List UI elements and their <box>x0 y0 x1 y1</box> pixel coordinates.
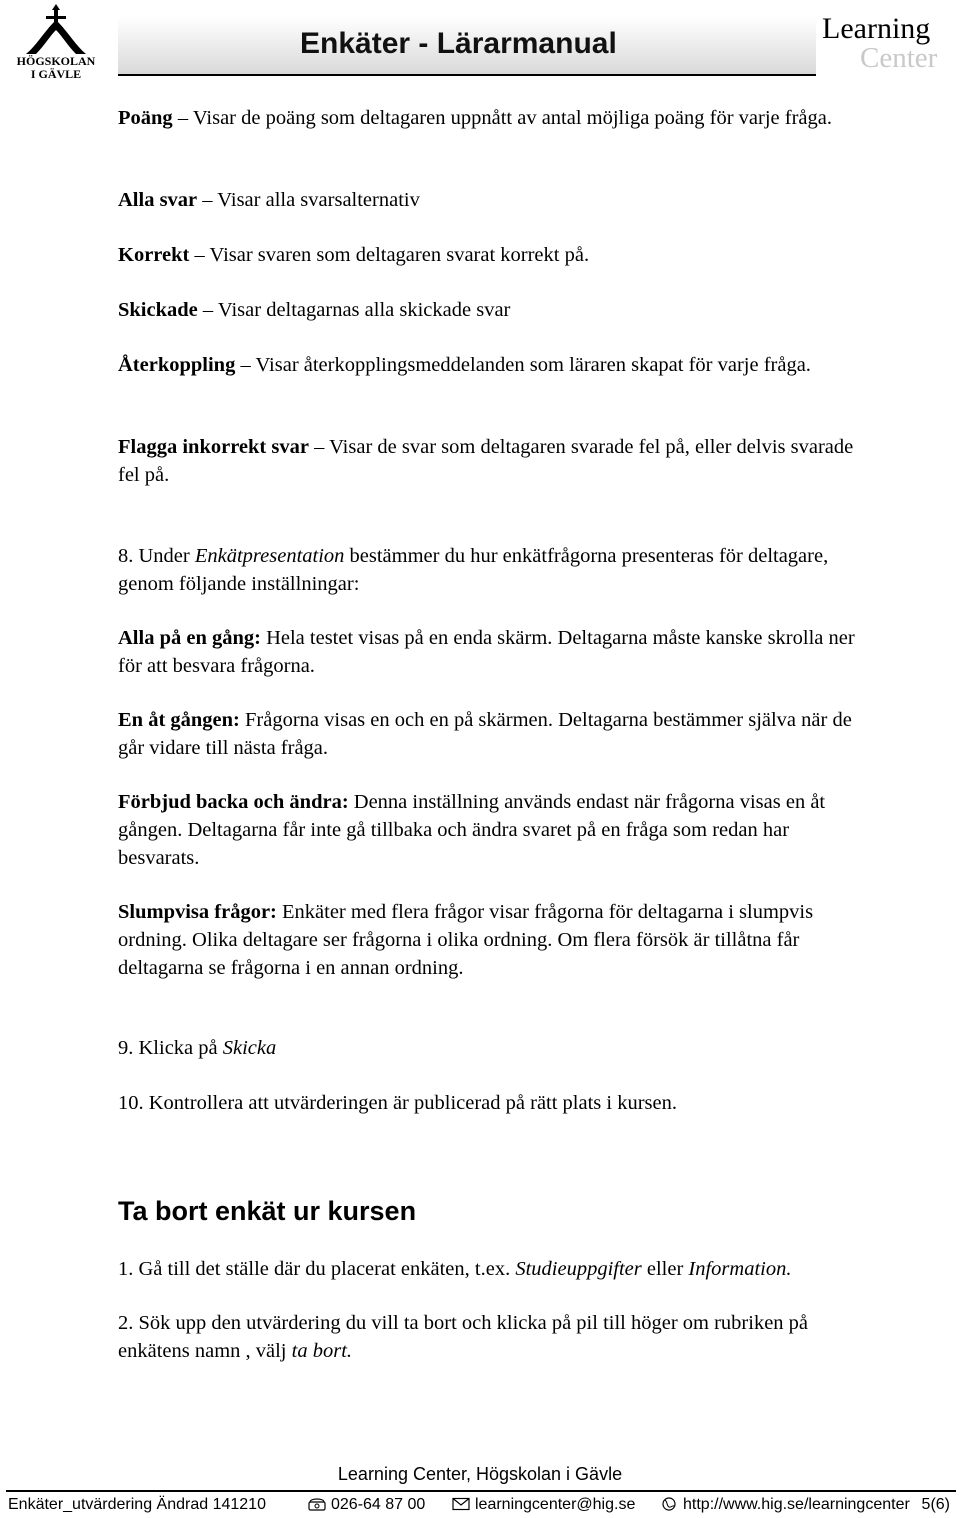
item-text: Visar alla svarsalternativ <box>217 189 420 211</box>
brand-line-1: Learning <box>822 12 931 45</box>
item-term: Alla svar <box>118 189 198 211</box>
footer-website[interactable]: http://www.hig.se/learningcenter <box>660 1496 910 1514</box>
item-term: Korrekt <box>118 244 190 266</box>
setting-term: Alla på en gång: <box>118 627 261 649</box>
item-text: Visar svaren som deltagaren svarat korrekt på. <box>209 244 590 266</box>
envelope-icon <box>452 1497 470 1511</box>
item-aterkoppling: Återkoppling – Visar återkopplingsmeddelanden som läraren skapat för varje fråga. <box>118 354 811 376</box>
setting-text: Enkäter med flera frågor visar frågorna för deltagarna i slumpvis ordning. Olika deltagare ser frågorna i olika ordning. Om flera försök är tillåtna får deltagarna se frågorna i en annan ordning. <box>118 901 814 979</box>
setting-term: Slumpvisa frågor: <box>118 901 277 923</box>
footer-document-info: Enkäter_utvärdering Ändrad 141210 <box>8 1496 266 1513</box>
item-term: Flagga inkorrekt svar <box>118 436 309 458</box>
item-term: Poäng <box>118 107 173 129</box>
item-skickade: Skickade – Visar deltagarnas alla skickade svar <box>118 299 511 321</box>
setting-slumpvisa-fragor <box>118 898 858 982</box>
footer-bar <box>6 1490 956 1518</box>
step-8: 8. Under Enkätpresentation bestämmer du hur enkätfrågorna presenteras för deltagare, genom följande inställningar: <box>118 545 829 595</box>
item-flagga-inkorrekt: Flagga inkorrekt svar – Visar de svar som deltagaren svarade fel på, eller delvis svarade fel på. <box>118 436 854 486</box>
step-9: 9. Klicka på Skicka <box>118 1037 277 1059</box>
learning-center-logo <box>822 14 952 72</box>
logo-line-2: I GÄVLE <box>30 67 82 81</box>
item-term: Skickade <box>118 299 198 321</box>
item-alla-svar: Alla svar – Visar alla svarsalternativ <box>118 189 420 211</box>
footer-phone: 026-64 87 00 <box>308 1496 425 1514</box>
item-korrekt: Korrekt – Visar svaren som deltagaren svarat korrekt på. <box>118 244 590 266</box>
setting-text: Hela testet visas på en enda skärm. Deltagarna måste kanske skrolla ner för att besvara frågorna. <box>118 627 855 677</box>
item-text: Visar deltagarnas alla skickade svar <box>217 299 511 321</box>
page-title: Enkäter - Lärarmanual <box>300 27 617 60</box>
item-poang: Poäng – Visar de poäng som deltagaren uppnått av antal möjliga poäng för varje fråga. <box>118 107 832 129</box>
remove-step-1: 1. Gå till det ställe där du placerat enkäten, t.ex. Studieuppgifter eller Information. <box>118 1258 792 1280</box>
remove-step-2: 2. Sök upp den utvärdering du vill ta bort och klicka på pil till höger om rubriken på enkätens namn , välj ta bort. <box>118 1312 809 1362</box>
item-text: Visar de svar som deltagaren svarade fel på, eller delvis svarade fel på. <box>118 436 854 486</box>
item-text: Visar återkopplingsmeddelanden som läraren skapat för varje fråga. <box>255 354 811 376</box>
phone-icon <box>308 1497 326 1511</box>
section-heading: Ta bort enkät ur kursen <box>118 1196 417 1226</box>
footer-page-number: 5(6) <box>921 1496 950 1513</box>
setting-forbjud-backa <box>118 788 858 872</box>
item-term: Återkoppling <box>118 354 236 376</box>
brand-line-2: Center <box>860 42 938 74</box>
setting-term: Förbjud backa och ändra: <box>118 791 349 813</box>
globe-icon <box>660 1497 678 1511</box>
step-10: 10. Kontrollera att utvärderingen är publicerad på rätt plats i kursen. <box>118 1092 677 1114</box>
logo-emblem <box>8 2 104 56</box>
setting-alla-pa-en-gang <box>118 624 858 680</box>
item-text: Visar de poäng som deltagaren uppnått av antal möjliga poäng för varje fråga. <box>192 107 832 129</box>
setting-en-at-gangen <box>118 706 858 762</box>
logo-line-1: HÖGSKOLAN <box>16 54 96 68</box>
university-logo <box>8 2 104 82</box>
setting-text: Frågorna visas en och en på skärmen. Deltagarna bestämmer själva när de går vidare till nästa fråga. <box>118 709 852 759</box>
setting-text: Denna inställning används endast när frågorna visas en åt gången. Deltagarna får inte gå tillbaka och ändra svaret på en fråga som redan har besvarats. <box>118 791 826 869</box>
footer-organization: Learning Center, Högskolan i Gävle <box>337 1464 623 1484</box>
setting-term: En åt gången: <box>118 709 240 731</box>
footer-email[interactable]: learningcenter@hig.se <box>452 1496 635 1514</box>
